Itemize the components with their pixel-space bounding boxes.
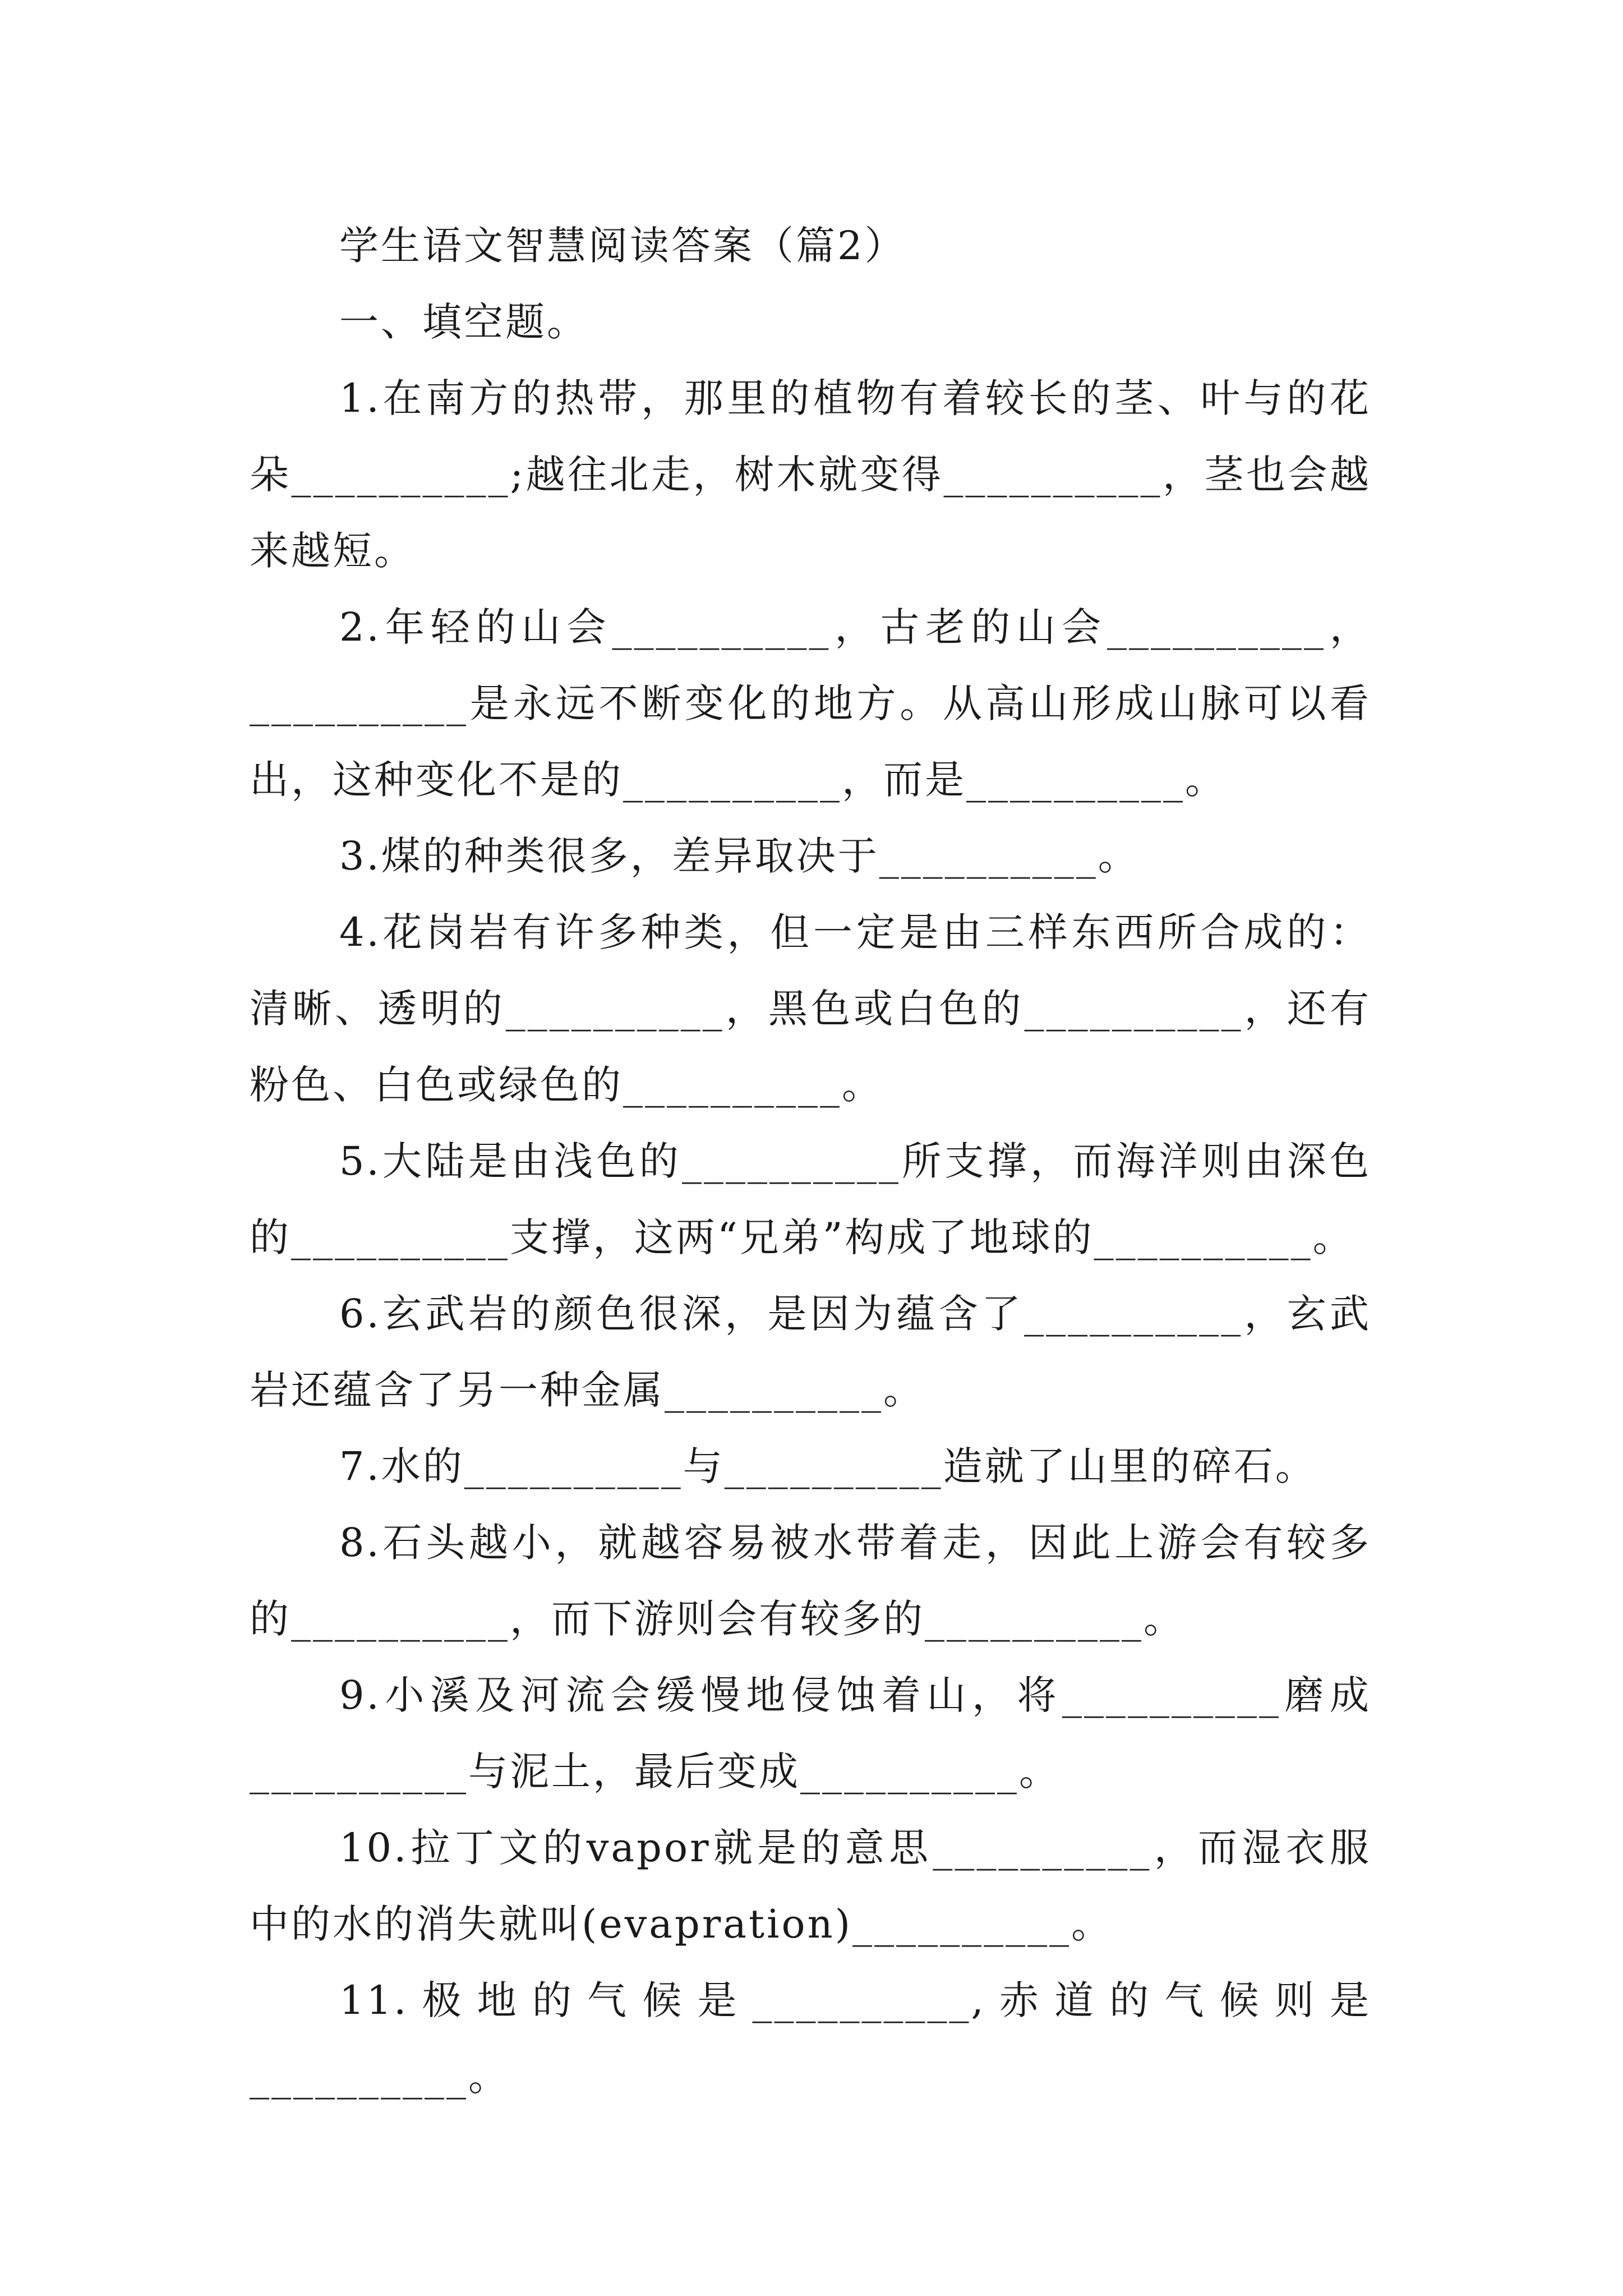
question-2: 2.年轻的山会__________，古老的山会__________，__________是永远不断变化的地方。从高山形成山脉可以看出，这种变化不是的__________，而是__________。 [250,604,1371,803]
document-title: 学生语文智慧阅读答案（篇2） [339,223,906,269]
question-7: 7.水的__________与__________造就了山里的碎石。 [339,1443,1317,1489]
question-5: 5.大陆是由浅色的__________所支撑，而海洋则由深色的__________支撑，这两“兄弟”构成了地球的__________。 [250,1138,1371,1260]
question-11: 11.极地的气候是__________,赤道的气候则是__________。 [250,1977,1371,2100]
document-body [250,208,1371,2115]
section-heading: 一、填空题。 [339,299,588,345]
question-10: 10.拉丁文的vapor就是的意思__________，而湿衣服中的水的消失就叫(evapration)__________。 [250,1825,1371,1947]
question-1: 1.在南方的热带，那里的植物有着较长的茎、叶与的花朵__________;越往北走，树木就变得__________，茎也会越来越短。 [250,375,1371,574]
question-6: 6.玄武岩的颜色很深，是因为蕴含了__________，玄武岩还蕴含了另一种金属__________。 [250,1291,1371,1413]
question-3: 3.煤的种类很多，差异取决于__________。 [339,833,1140,879]
question-8: 8.石头越小，就越容易被水带着走，因此上游会有较多的__________，而下游则会有较多的__________。 [250,1520,1371,1642]
question-4: 4.花岗岩有许多种类，但一定是由三样东西所合成的：清晰、透明的__________，黑色或白色的__________，还有粉色、白色或绿色的__________。 [250,909,1371,1108]
question-9: 9.小溪及河流会缓慢地侵蚀着山，将__________磨成__________与泥土，最后变成__________。 [250,1672,1371,1795]
